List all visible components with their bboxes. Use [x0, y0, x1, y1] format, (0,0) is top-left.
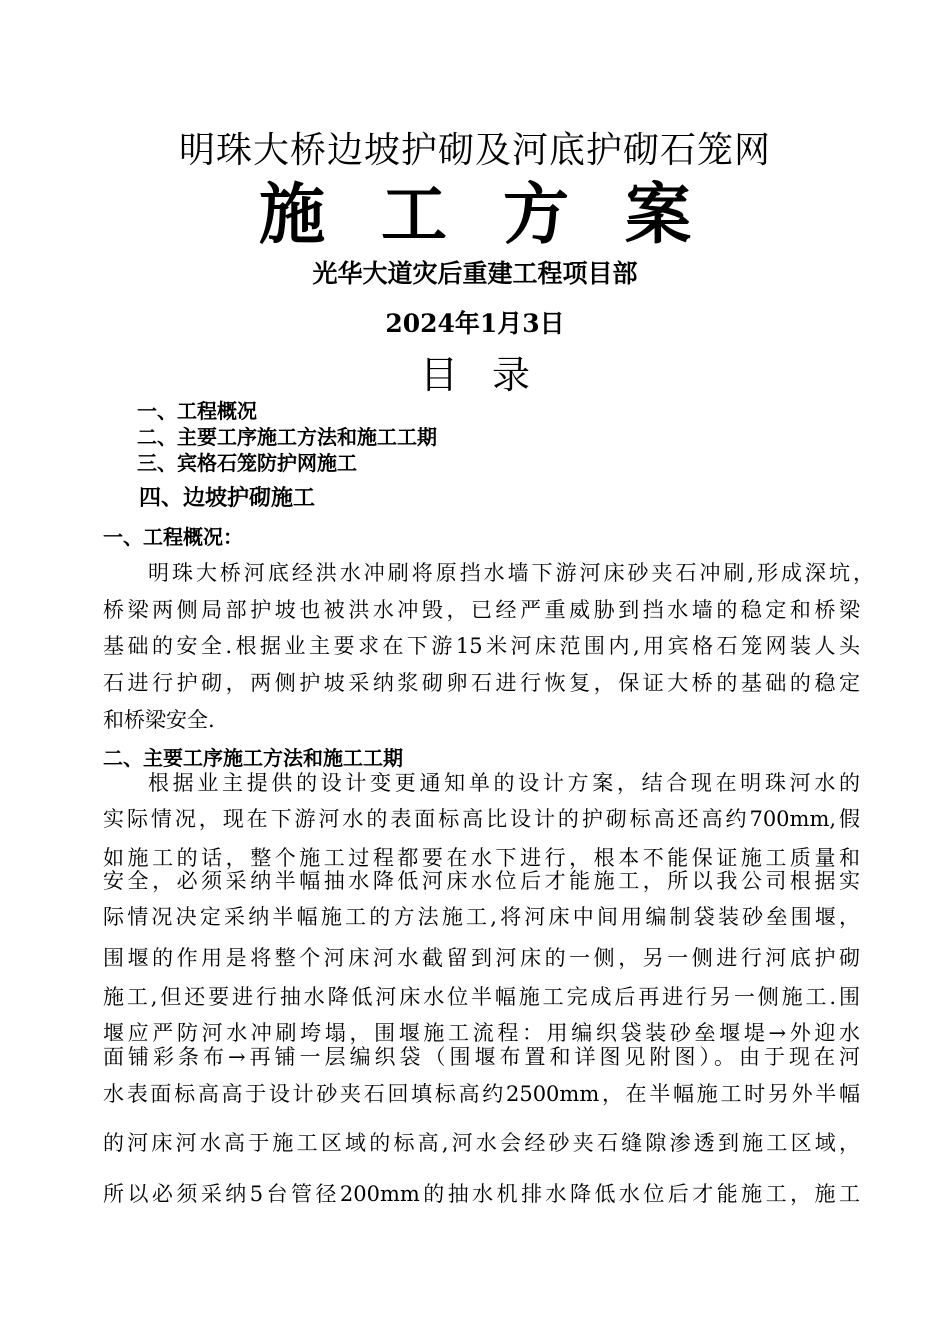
paragraph-line: 基础的安全.根据业主要求在下游15米河床范围内,用宾格石笼网装人头	[103, 634, 860, 658]
toc-title: 目录	[419, 353, 564, 397]
paragraph-line: 根据业主提供的设计变更通知单的设计方案，结合现在明珠河水的	[148, 771, 860, 795]
toc-item: 四、边坡护砌施工	[139, 485, 316, 511]
section-heading: 一、工程概况：	[103, 525, 243, 549]
paragraph-line: 明珠大桥河底经洪水冲刷将原挡水墙下游河床砂夹石冲刷,形成深坑，	[148, 561, 874, 585]
toc-item: 二、主要工序施工方法和施工工期	[137, 425, 437, 449]
paragraph-line: 石进行护砌，两侧护坡采纳浆砌卵石进行恢复，保证大桥的基础的稳定	[103, 671, 860, 695]
document-title-line1: 明珠大桥边坡护砌及河底护砌石笼网	[178, 130, 771, 171]
paragraph-line: 和桥梁安全.	[103, 708, 215, 732]
paragraph-line: 如施工的话，整个施工过程都要在水下进行，根本不能保证施工质量和	[103, 846, 860, 870]
paragraph-line: 桥梁两侧局部护坡也被洪水冲毁，已经严重威胁到挡水墙的稳定和桥梁	[103, 598, 860, 622]
paragraph-line: 施工,但还要进行抽水降低河床水位半幅施工完成后再进行另一侧施工.围	[103, 985, 860, 1009]
paragraph-line: 际情况决定采纳半幅施工的方法施工,将河床中间用编制袋装砂垒围堰，	[103, 905, 860, 929]
toc-item: 一、工程概况	[137, 399, 257, 423]
paragraph-line: 水表面标高高于设计砂夹石回填标高约2500mm，在半幅施工时另外半幅	[103, 1082, 860, 1106]
paragraph-line: 所以必须采纳5台管径200mm的抽水机排水降低水位后才能施工，施工	[103, 1182, 860, 1206]
section-heading: 二、主要工序施工方法和施工工期	[103, 746, 403, 770]
paragraph-line: 围堰的作用是将整个河床河水截留到河床的一侧，另一侧进行河底护砌	[103, 946, 860, 970]
paragraph-line: 面铺彩条布→再铺一层编织袋（围堰布置和详图见附图）。由于现在河	[103, 1045, 860, 1069]
document-title-line2: 施工方案	[259, 175, 747, 253]
paragraph-line: 安全，必须采纳半幅抽水降低河床水位后才能施工，所以我公司根据实	[103, 869, 860, 893]
document-date: 2024年1月3日	[385, 309, 565, 338]
paragraph-line: 的河床河水高于施工区域的标高,河水会经砂夹石缝隙渗透到施工区域，	[103, 1131, 860, 1155]
paragraph-line: 堰应严防河水冲刷垮塌，围堰施工流程：用编织袋装砂垒堰堤→外迎水	[103, 1021, 860, 1045]
toc-item: 三、宾格石笼防护网施工	[137, 451, 357, 475]
department-name: 光华大道灾后重建工程项目部	[312, 259, 638, 288]
paragraph-line: 实际情况，现在下游河水的表面标高比设计的护砌标高还高约700mm,假	[103, 807, 860, 831]
